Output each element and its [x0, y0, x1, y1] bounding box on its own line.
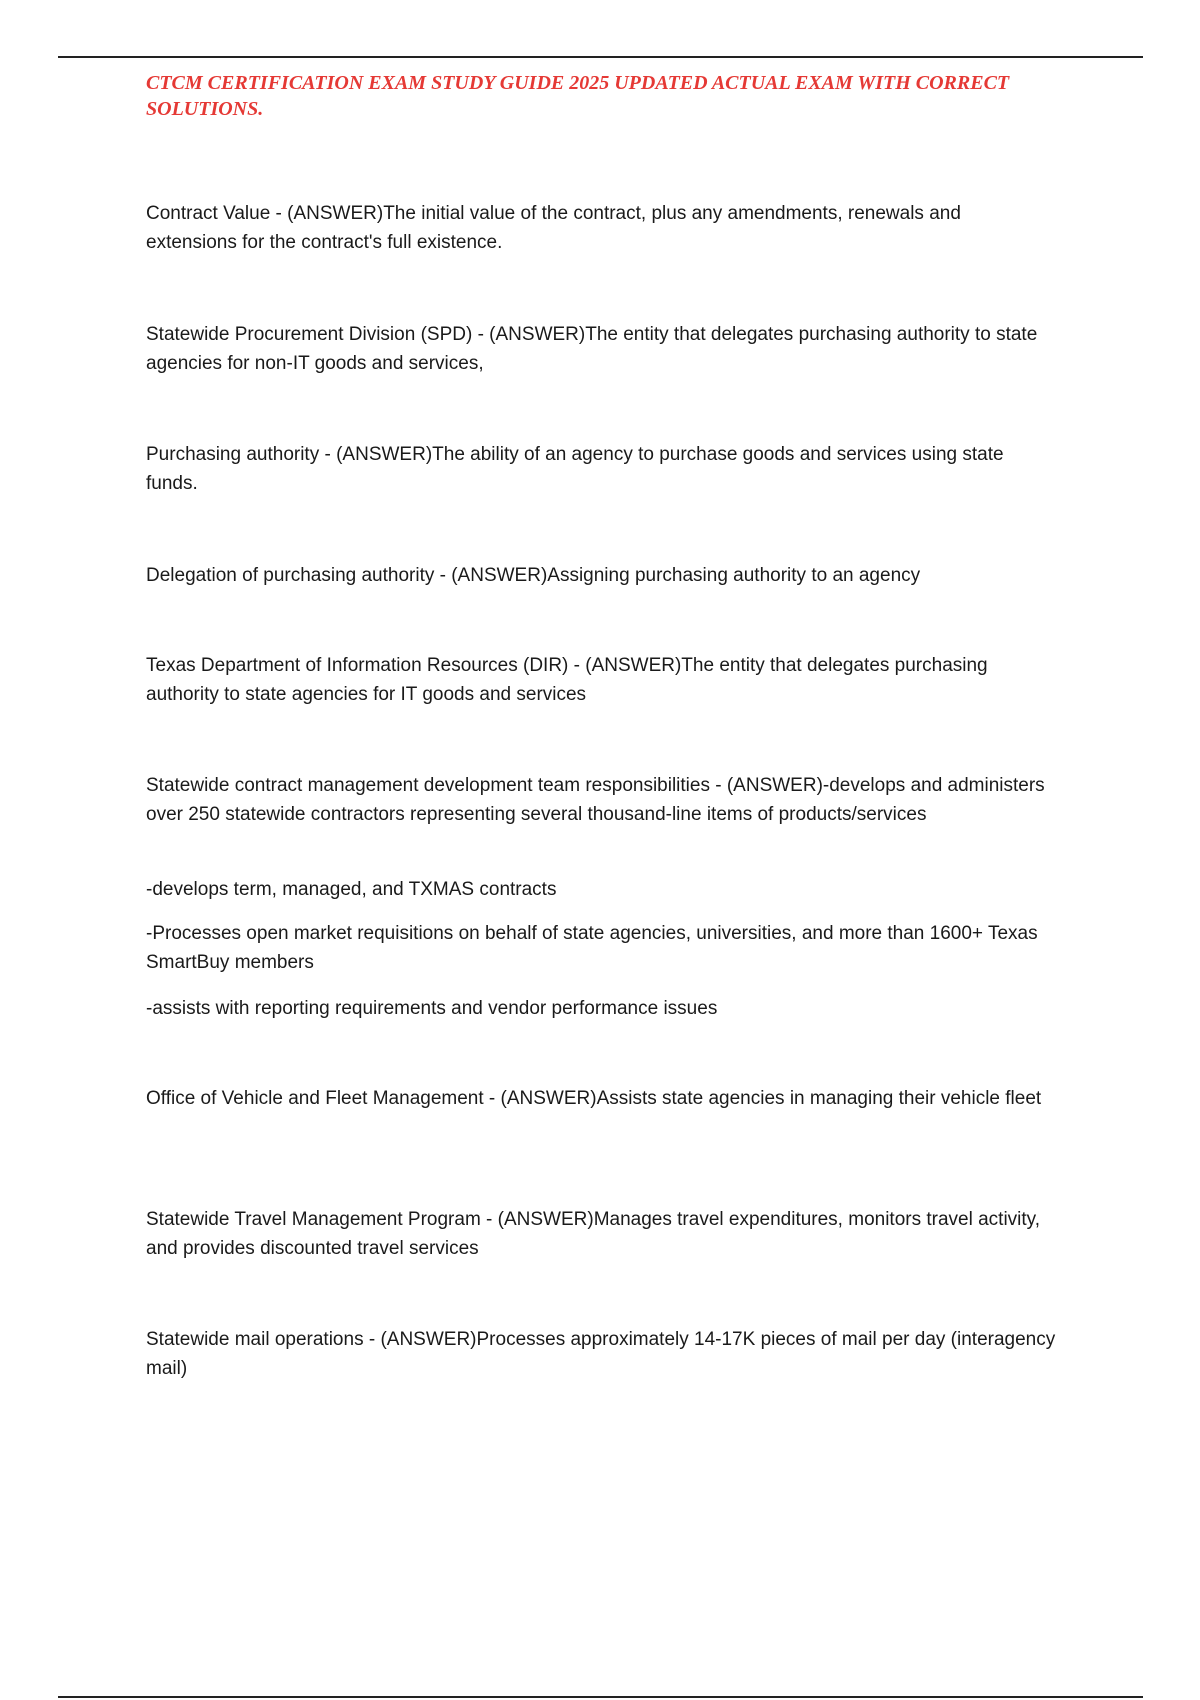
sub-item-assists-reporting: -assists with reporting requirements and vendor performance issues	[146, 998, 718, 1019]
entry-delegation-of-purchasing-authority: Delegation of purchasing authority - (ANSWER)Assigning purchasing authority to an agency	[146, 565, 921, 586]
sub-item-processes-open-market: -Processes open market requisitions on behalf of state agencies, universities, and more than 1600+ Texas SmartBuy members	[146, 923, 1038, 973]
sub-item-develops-term: -develops term, managed, and TXMAS contracts	[146, 879, 557, 900]
bottom-divider	[58, 1696, 1143, 1698]
entry-purchasing-authority: Purchasing authority - (ANSWER)The ability of an agency to purchase goods and services using state funds.	[146, 444, 1004, 494]
document-title: CTCM CERTIFICATION EXAM STUDY GUIDE 2025 UPDATED ACTUAL EXAM WITH CORRECT SOLUTIONS.	[146, 72, 1010, 120]
entry-office-of-vehicle-fleet: Office of Vehicle and Fleet Management - (ANSWER)Assists state agencies in managing their vehicle fleet	[146, 1088, 1042, 1109]
entry-statewide-travel-management: Statewide Travel Management Program - (ANSWER)Manages travel expenditures, monitors travel activity, and provides discounted travel services	[146, 1209, 1041, 1259]
entry-contract-value: Contract Value - (ANSWER)The initial value of the contract, plus any amendments, renewals and extensions for the contract's full existence.	[146, 203, 961, 253]
entry-statewide-procurement-division: Statewide Procurement Division (SPD) - (ANSWER)The entity that delegates purchasing authority to state agencies for non-IT goods and services,	[146, 324, 1038, 374]
top-divider	[58, 56, 1143, 58]
entry-statewide-mail-operations: Statewide mail operations - (ANSWER)Processes approximately 14-17K pieces of mail per day (interagency mail)	[146, 1329, 1056, 1379]
entry-texas-dir: Texas Department of Information Resources (DIR) - (ANSWER)The entity that delegates purchasing authority to state agencies for IT goods and services	[146, 655, 988, 705]
entry-statewide-contract-management: Statewide contract management development team responsibilities - (ANSWER)-develops and administers over 250 statewide contractors representing several thousand-line items of products/services	[146, 775, 1045, 825]
